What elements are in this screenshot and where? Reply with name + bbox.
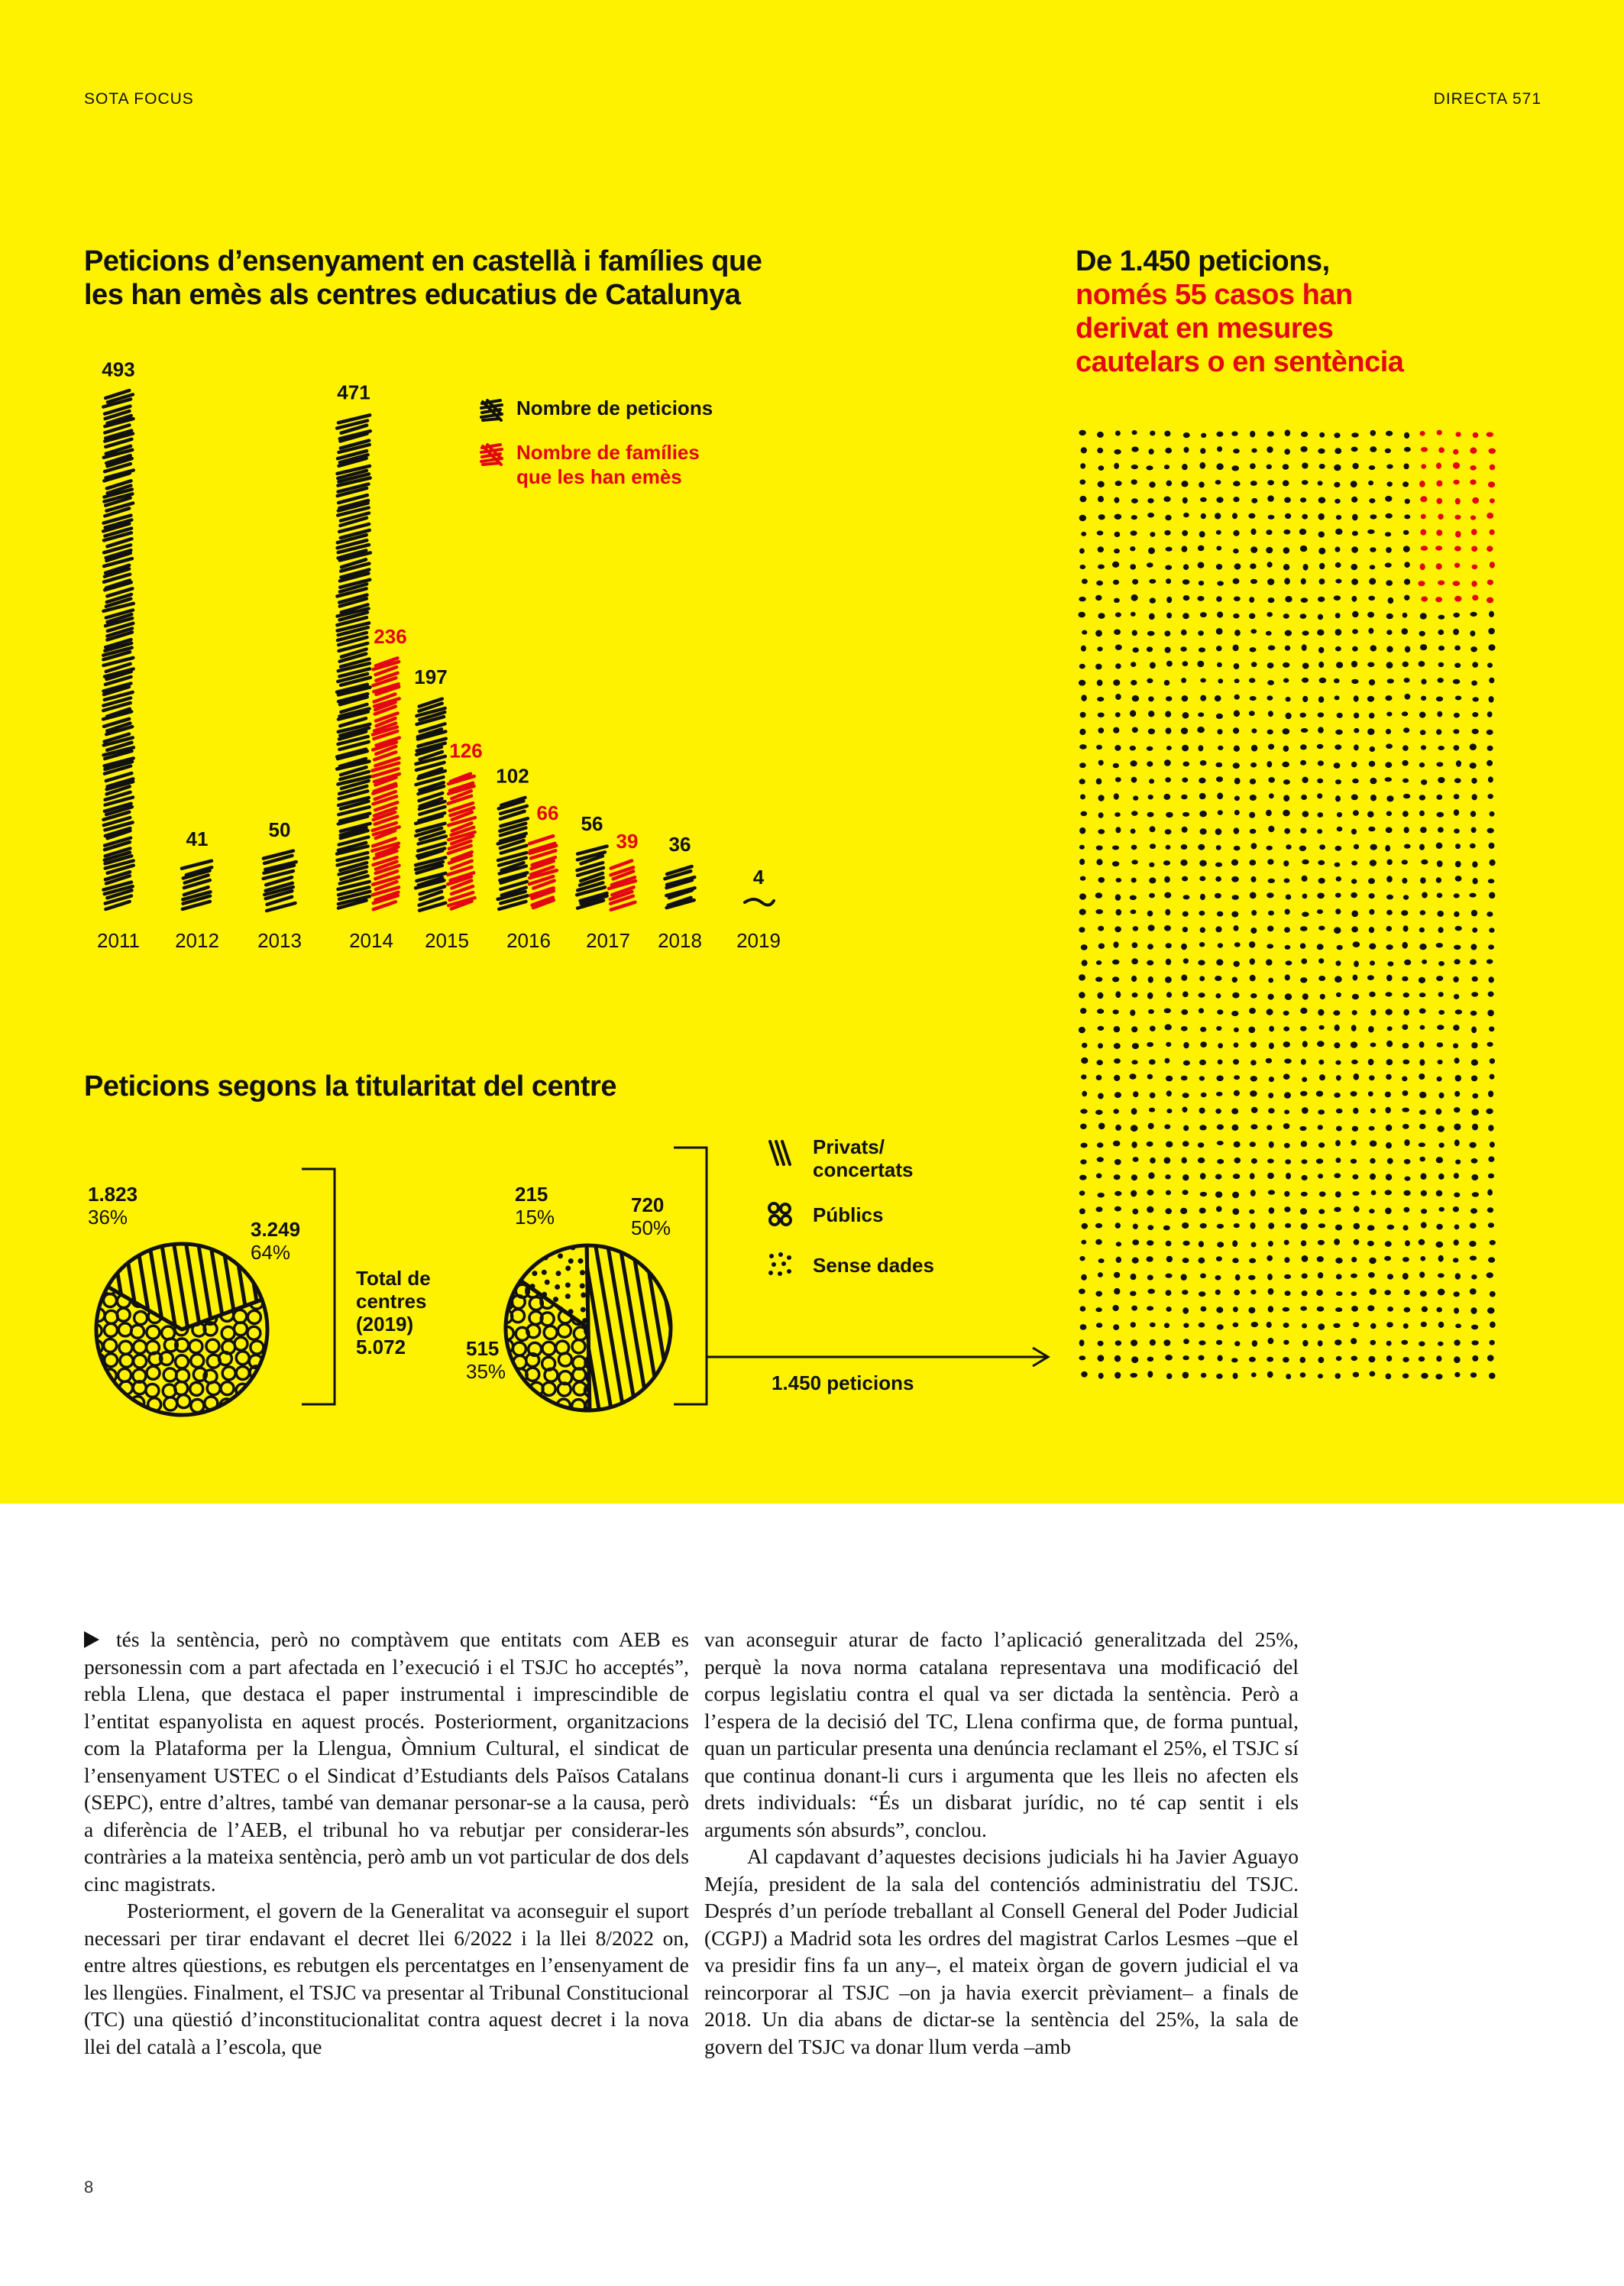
dot-chart-title-line4: cautelars o en sentència — [1076, 346, 1404, 378]
pie-chart-title: Peticions segons la titularitat del centre — [84, 1070, 616, 1103]
bar-label-petitions-2014: 471 — [337, 380, 370, 404]
issue-label: DIRECTA 571 — [1433, 90, 1542, 108]
x-tick-label-2017: 2017 — [586, 929, 630, 952]
x-tick-label-2018: 2018 — [658, 929, 702, 952]
dot-chart-title-line1: De 1.450 peticions, — [1076, 245, 1330, 277]
x-tick-label-2013: 2013 — [257, 929, 302, 952]
bar-label-families-2017: 39 — [616, 829, 639, 853]
right-pie-a-value: 215 — [515, 1183, 548, 1206]
bar-label-petitions-2012: 41 — [186, 827, 209, 851]
bar-chart-title-line2: les han emès als centres educatius de Catalunya — [84, 279, 741, 311]
dot-grid — [1078, 429, 1496, 1379]
article-column-2 — [704, 1626, 1299, 2060]
total-line3: (2019) — [356, 1313, 414, 1336]
legend-families-line1: Nombre de famílies — [516, 441, 700, 464]
right-pie-b-pct: 50% — [631, 1216, 671, 1239]
bar-label-petitions-2013: 50 — [268, 818, 291, 841]
article-paragraph: Al capdavant d’aquestes decisions judicials hi ha Javier Aguayo Mejía, president de la sala del contenciós administratiu del TSJC. Després d’un període treballant al Consell General del Poder Judicial (CGPJ) a Madrid sota les ordres del magistrat Carlos Lesmes –que el va presidir fins fa un any–, el mateix òrgan de govern judicial el va reincorporar al TSJC –on ja havia exercit prèviament– a finals de 2018. Un dia abans de dictar-se la sentència del 25%, la sala de govern del TSJC va donar llum verda –amb — [704, 1844, 1299, 2058]
right-pie-a-pct: 15% — [515, 1206, 555, 1229]
x-tick-label-2016: 2016 — [506, 929, 551, 952]
bar-label-families-2014: 236 — [374, 625, 407, 649]
right-pie-c-value: 515 — [466, 1337, 500, 1360]
legend-private-line2: concertats — [813, 1158, 914, 1181]
x-tick-label-2011: 2011 — [97, 929, 140, 952]
bar-label-petitions-2019: 4 — [752, 866, 765, 889]
left-pie-b-pct: 64% — [251, 1241, 291, 1264]
section-label: SOTA FOCUS — [84, 90, 194, 108]
x-tick-label-2019: 2019 — [736, 929, 781, 952]
left-pie-a-value: 1.823 — [88, 1183, 138, 1206]
right-pie-c-pct: 35% — [466, 1360, 506, 1383]
petitions-total-label: 1.450 peticions — [772, 1371, 914, 1394]
x-tick-label-2012: 2012 — [175, 929, 219, 952]
continuation-arrow-icon — [84, 1631, 99, 1648]
legend-private-line1: Privats/ — [813, 1135, 885, 1158]
article-paragraph: tés la sentència, però no comptàvem que entitats com AEB es personessin com a part afectada en l’execució i el TSJC ho acceptés”, rebla Llena, que destaca el paper instrumental i imprescindible de l’entitat espanyolista en aquest procés. Posteriorment, organitzacions com la Plataforma per la Llengua, Òmnium Cultural, el sindicat de l’ensenyament USTEC o el Sindicat d’Estudiants dels Països Catalans (SEPC), entre d’altres, també van demanar personar-se a la causa, però a diferència de l’AEB, el tribunal ho va rebutjar per considerar-les contràries a la mateixa sentència, però amb un vot particular de dos dels cinc magistrats. — [84, 1627, 689, 1896]
legend-families-line2: que les han emès — [516, 465, 682, 488]
article-column-1 — [84, 1626, 689, 2060]
bar-chart-title-line1: Peticions d’ensenyament en castellà i famílies que — [84, 245, 762, 277]
article-paragraph: van aconseguir aturar de facto l’aplicació generalitzada del 25%, perquè la nova norma catalana representava una modificació del corpus legislatiu contra el qual va ser dictada la sentència. Però a l’espera de la decisió del TC, Llena confirma que, de forma puntual, quan un particular presenta una denúncia reclamant el 25%, el TSJC sí que continua donant-li curs i argumenta que les lleis no afecten els drets individuals: “És un disbarat jurídic, no té cap sentit i els arguments són absurds”, conclou. — [704, 1627, 1299, 1841]
bar-label-families-2016: 66 — [536, 801, 559, 825]
total-line1: Total de — [356, 1267, 431, 1290]
bar-label-petitions-2018: 36 — [668, 833, 691, 856]
bar-label-petitions-2015: 197 — [414, 665, 448, 689]
right-pie-b-value: 720 — [631, 1193, 665, 1216]
article-paragraph: Posteriorment, el govern de la Generalitat va aconseguir el suport necessari per tirar endavant el decret llei 6/2022 i la llei 8/2022 on, entre altres qüestions, es rebutgen els percentatges en l’ensenyament de les llengües. Finalment, el TSJC va presentar al Tribunal Constitucional (TC) una qüestió d’inconstitucionalitat contra aquest decret i la nova llei del català a l’escola, que — [84, 1899, 689, 2058]
total-line2: centres — [356, 1290, 427, 1313]
page-number: 8 — [84, 2178, 94, 2197]
legend-petitions-label: Nombre de peticions — [516, 397, 713, 419]
total-value: 5.072 — [356, 1336, 406, 1358]
bar-label-petitions-2011: 493 — [102, 358, 135, 381]
dot-chart-title-line2: només 55 casos han — [1076, 279, 1353, 311]
bar-label-petitions-2016: 102 — [496, 764, 529, 788]
x-tick-label-2014: 2014 — [349, 929, 393, 952]
left-pie-b-value: 3.249 — [251, 1218, 301, 1241]
legend-public-label: Públics — [813, 1203, 884, 1226]
left-pie-a-pct: 36% — [88, 1206, 128, 1229]
x-tick-label-2015: 2015 — [425, 929, 469, 952]
bar-label-families-2015: 126 — [449, 739, 483, 763]
bar-label-petitions-2017: 56 — [581, 811, 603, 835]
dot-chart-title-line3: derivat en mesures — [1076, 312, 1334, 345]
legend-no-data-label: Sense dades — [813, 1254, 934, 1277]
